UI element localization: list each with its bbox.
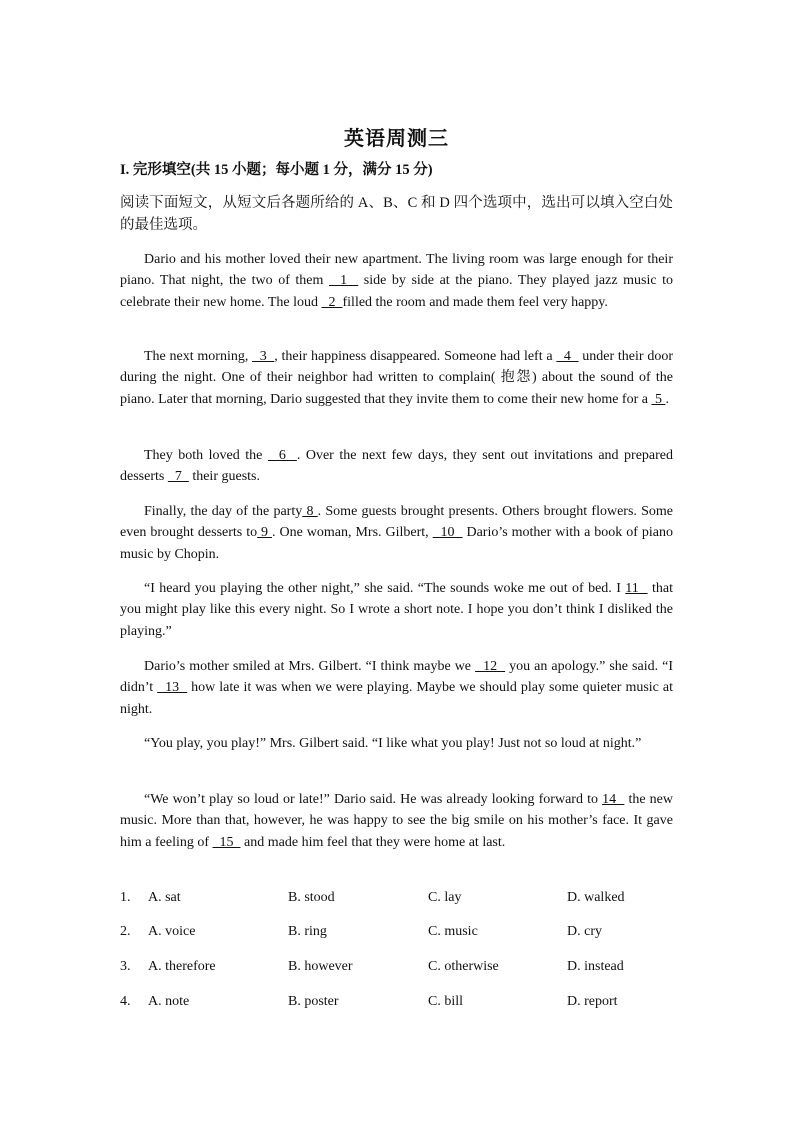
text: “I heard you playing the other night,” she said. “The sounds woke me out of bed. I <box>144 581 626 596</box>
text: you an apology.” she said. “I didn’t <box>120 659 673 696</box>
option-a: A. therefore <box>148 959 216 974</box>
text: “You play, you play!” Mrs. Gilbert said. “I like what you play! Just not so loud at night.” <box>144 736 642 751</box>
passage-paragraph-4 <box>120 501 673 565</box>
passage-paragraph-6 <box>120 656 673 720</box>
text: Dario’s mother smiled at Mrs. Gilbert. “I think maybe we <box>144 659 476 674</box>
option-d: D. instead <box>567 959 624 974</box>
question-4-options <box>120 994 680 1014</box>
page-title: 英语周测三 <box>344 128 449 150</box>
text: “We won’t play so loud or late!” Dario said. He was already looking forward to <box>144 792 603 807</box>
text: . <box>665 391 669 407</box>
text: . One woman, Mrs. Gilbert, <box>272 525 433 541</box>
blank-3: 3 <box>252 349 275 364</box>
text: their guests. <box>188 469 260 485</box>
text: Dario and his mother loved their new apartment. The living room was large enough for their piano. That night, the two of them <box>120 252 673 289</box>
blank-5: 5 <box>651 391 666 407</box>
text: The next morning, <box>144 349 253 364</box>
blank-11: 11 <box>625 581 648 596</box>
option-d: D. walked <box>567 890 625 905</box>
question-number: 2. <box>120 924 131 939</box>
blank-1: 1 <box>328 273 359 289</box>
text: that you might play like this every night. So I wrote a short note. I hope you don’t think I disliked the playing.” <box>120 581 673 639</box>
text: under their door during the night. One of their neighbor had written to complain( 抱怨) about the sound of the piano. Later that morning, Dario suggested that they invite them to come their new home for a <box>120 349 674 407</box>
option-b: B. stood <box>288 890 335 905</box>
question-number: 4. <box>120 994 131 1009</box>
blank-2: 2 <box>321 294 343 310</box>
blank-6: 6 <box>267 448 297 463</box>
passage-paragraph-5 <box>120 578 673 642</box>
text: the new music. More than that, however, he was happy to see the big smile on his mother’s face. It gave him a feeling of <box>120 792 673 850</box>
text: Finally, the day of the party <box>144 504 303 519</box>
passage-paragraph-8 <box>120 789 673 853</box>
blank-15: 15 <box>212 834 241 850</box>
text: . Some guests brought presents. Others brought flowers. Some even brought desserts to <box>120 504 674 541</box>
passage-paragraph-1 <box>120 249 673 313</box>
text: , their happiness disappeared. Someone had left a <box>274 349 557 364</box>
blank-10: 10 <box>432 525 463 541</box>
option-c: C. bill <box>428 994 464 1009</box>
passage-paragraph-2 <box>120 346 673 410</box>
blank-7: 7 <box>167 469 189 485</box>
option-a: A. sat <box>148 890 181 905</box>
text: They both loved the <box>144 448 268 463</box>
option-b: B. poster <box>288 994 339 1009</box>
question-1-options <box>120 890 680 910</box>
option-a: A. voice <box>148 924 196 939</box>
blank-13: 13 <box>157 680 188 696</box>
question-number: 3. <box>120 959 131 974</box>
option-d: D. report <box>567 994 618 1009</box>
blank-8: 8 <box>302 504 318 519</box>
text: . Over the next few days, they sent out invitations and prepared desserts <box>120 448 673 485</box>
question-number: 1. <box>120 890 131 905</box>
text: how late it was when we were playing. Maybe we should play some quieter music at night. <box>120 680 673 717</box>
option-d: D. cry <box>567 924 602 939</box>
blank-12: 12 <box>475 659 506 674</box>
option-b: B. however <box>288 959 353 974</box>
text: and made him feel that they were home at last. <box>240 834 506 850</box>
passage-paragraph-7 <box>120 733 673 754</box>
text: Dario’s mother with a book of piano music by Chopin. <box>120 525 673 562</box>
option-c: C. lay <box>428 890 462 905</box>
passage-paragraph-3 <box>120 445 673 488</box>
blank-4: 4 <box>556 349 579 364</box>
instructions: 阅读下面短文，从短文后各题所给的 A、B、C 和 D 四个选项中，选出可以填入空白处的最佳选项。 <box>120 195 673 233</box>
text: filled the room and made them feel very happy. <box>342 294 608 310</box>
question-2-options <box>120 924 680 944</box>
blank-14: 14 <box>602 792 625 807</box>
option-a: A. note <box>148 994 190 1009</box>
blank-9: 9 <box>257 525 273 541</box>
option-c: C. music <box>428 924 478 939</box>
text: side by side at the piano. They played jazz music to celebrate their new home. The loud <box>120 273 674 310</box>
option-c: C. otherwise <box>428 959 499 974</box>
question-3-options <box>120 959 680 979</box>
option-b: B. ring <box>288 924 327 939</box>
section-heading: I. 完形填空(共 15 小题；每小题 1 分，满分 15 分) <box>120 162 433 178</box>
